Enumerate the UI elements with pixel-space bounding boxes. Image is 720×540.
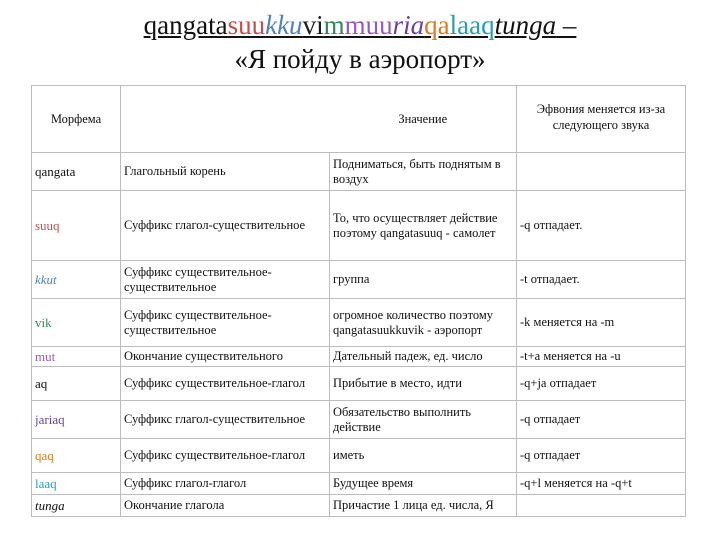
table-row — [32, 153, 686, 191]
morpheme-cell: laaq — [32, 473, 121, 495]
euphony-cell: -k меняется на -m — [517, 299, 686, 347]
morpheme-cell: qangata — [32, 153, 121, 191]
morpheme-cell: vik — [32, 299, 121, 347]
header-euphony-cell — [517, 86, 686, 153]
header-blank — [121, 86, 330, 153]
table-row — [32, 401, 686, 439]
euphony-cell: -q отпадает. — [517, 191, 686, 261]
meaning-cell: Будущее время — [330, 473, 517, 495]
title-segment: tunga — [494, 10, 557, 40]
title-segment: – — [556, 10, 577, 40]
slide-title — [0, 8, 720, 76]
euphony-cell: -q+l меняется на -q+t — [517, 473, 686, 495]
type-cell: Суффикс глагол-существительное — [121, 191, 330, 261]
type-cell: Суффикс существительное-глагол — [121, 367, 330, 401]
type-cell: Суффикс существительное-существительное — [121, 261, 330, 299]
meaning-cell: Причастие 1 лица ед. числа, Я — [330, 495, 517, 517]
table-row — [32, 367, 686, 401]
type-cell: Окончание существительного — [121, 347, 330, 367]
meaning-cell: Подниматься, быть поднятым в воздух — [330, 153, 517, 191]
title-segment: muu — [344, 10, 393, 40]
morpheme-cell: aq — [32, 367, 121, 401]
euphony-cell — [517, 495, 686, 517]
title-segment: kku — [265, 10, 303, 40]
morpheme-table — [31, 85, 686, 517]
title-segment: ria — [392, 10, 425, 40]
type-cell: Суффикс глагол-глагол — [121, 473, 330, 495]
title-segment: qangata — [143, 10, 228, 40]
type-cell: Суффикс существительное-существительное — [121, 299, 330, 347]
table-row — [32, 191, 686, 261]
meaning-cell: Дательный падеж, ед. число — [330, 347, 517, 367]
type-cell: Глагольный корень — [121, 153, 330, 191]
title-segment: m — [323, 10, 345, 40]
meaning-cell: иметь — [330, 439, 517, 473]
title-segment: vi — [302, 10, 324, 40]
morpheme-cell: tunga — [32, 495, 121, 517]
meaning-cell: группа — [330, 261, 517, 299]
table-row — [32, 473, 686, 495]
euphony-cell: -t отпадает. — [517, 261, 686, 299]
morpheme-cell: suuq — [32, 191, 121, 261]
table-row — [32, 299, 686, 347]
meaning-cell: огромное количество поэтому qangatasuukkuvik - аэропорт — [330, 299, 517, 347]
header-row — [32, 86, 686, 153]
header-morpheme: Морфема — [32, 86, 121, 153]
euphony-cell: -q+ja отпадает — [517, 367, 686, 401]
table-row — [32, 261, 686, 299]
meaning-cell: Обязательство выполнить действие — [330, 401, 517, 439]
table-row — [32, 495, 686, 517]
morpheme-cell: jariaq — [32, 401, 121, 439]
title-translation: «Я пойду в аэропорт» — [234, 44, 486, 74]
table-row — [32, 439, 686, 473]
title-word — [0, 8, 720, 42]
morpheme-cell: mut — [32, 347, 121, 367]
header-meaning: Значение — [330, 86, 517, 153]
morpheme-cell: qaq — [32, 439, 121, 473]
title-segment: laaq — [449, 10, 495, 40]
meaning-cell: Прибытие в место, идти — [330, 367, 517, 401]
morpheme-cell: kkut — [32, 261, 121, 299]
euphony-header: Эфвония меняется из-за следующего звука — [536, 102, 666, 132]
type-cell: Суффикс существительное-глагол — [121, 439, 330, 473]
euphony-cell: -t+a меняется на -u — [517, 347, 686, 367]
type-cell: Суффикс глагол-существительное — [121, 401, 330, 439]
euphony-cell: -q отпадает — [517, 439, 686, 473]
euphony-cell: -q отпадает — [517, 401, 686, 439]
meaning-cell: То, что осуществляет действие поэтому qangatasuuq - самолет — [330, 191, 517, 261]
euphony-cell — [517, 153, 686, 191]
table-row — [32, 347, 686, 367]
type-cell: Окончание глагола — [121, 495, 330, 517]
title-segment: qa — [424, 10, 450, 40]
title-segment: suu — [227, 10, 266, 40]
